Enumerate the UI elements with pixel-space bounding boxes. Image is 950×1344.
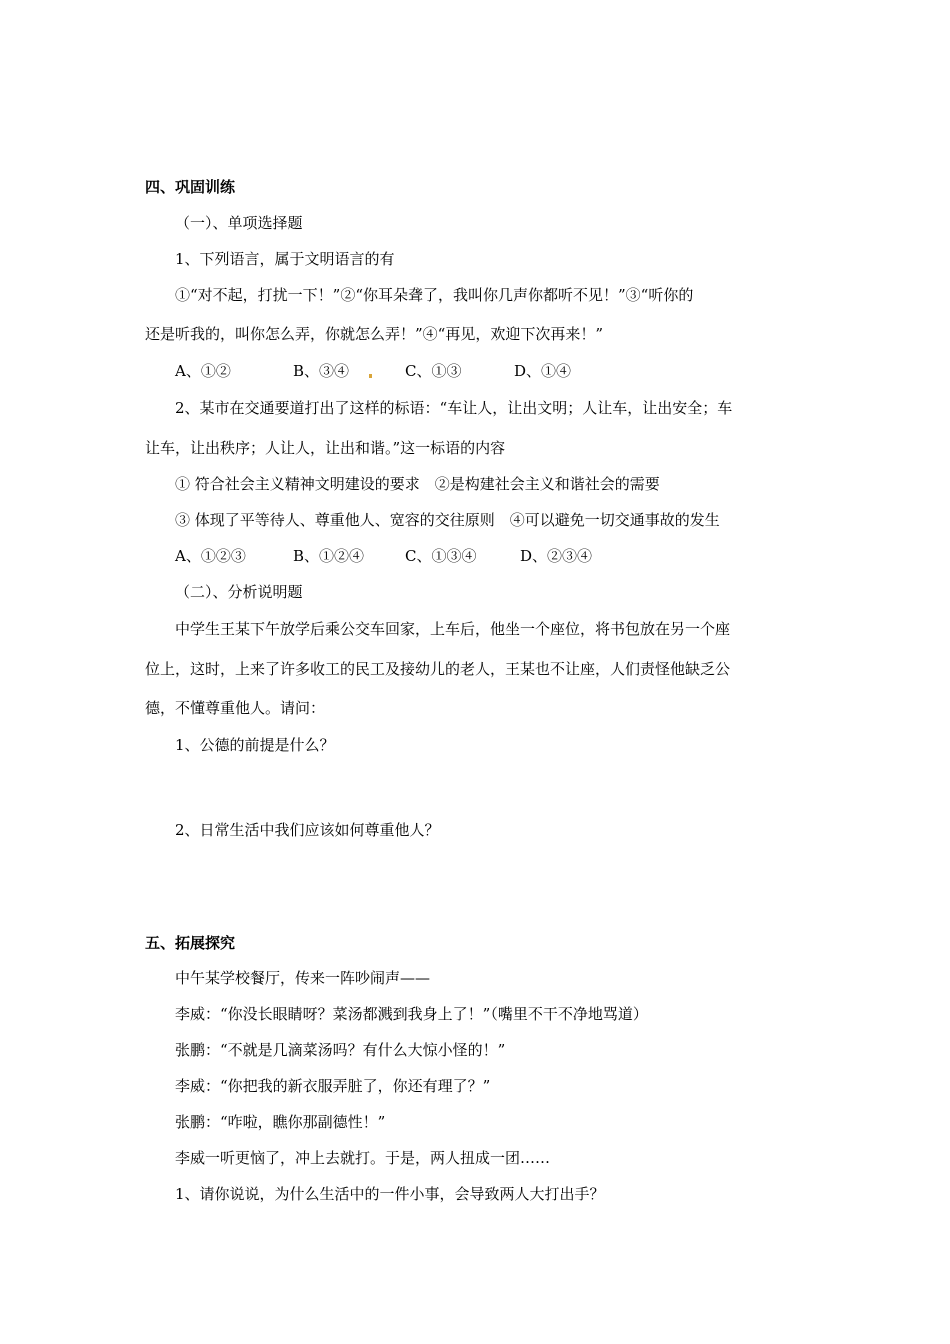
part-2-title: （二）、分析说明题	[175, 583, 303, 601]
passage-line-1: 中学生王某下午放学后乘公交车回家，上车后，他坐一个座位，将书包放在另一个座	[175, 620, 731, 638]
section-5-question: 1、请你说说，为什么生活中的一件小事，会导致两人大打出手？	[175, 1185, 605, 1203]
narration: 李威一听更恼了，冲上去就打。于是，两人扭成一团……	[175, 1149, 551, 1167]
q1-statements-line-1: ①“对不起，打扰一下！”②“你耳朵聋了，我叫你几声你都听不见！”③“听你的	[175, 286, 694, 304]
dialog-line: 张鹏：“不就是几滴菜汤吗？有什么大惊小怪的！”	[175, 1041, 506, 1059]
q2-statement-2: ③ 体现了平等待人、尊重他人、宽容的交往原则 ④可以避免一切交通事故的发生	[175, 511, 720, 529]
dialog-line: 张鹏：“咋啦，瞧你那副德性！”	[175, 1113, 386, 1131]
part-1-title: （一）、单项选择题	[175, 214, 303, 232]
passage-line-3: 德，不懂尊重他人。请问：	[145, 699, 326, 717]
q2-statement-1: ① 符合社会主义精神文明建设的要求 ②是构建社会主义和谐社会的需要	[175, 475, 660, 493]
speck-mark	[369, 374, 372, 378]
sub-question-2: 2、日常生活中我们应该如何尊重他人？	[175, 821, 440, 839]
passage-line-2: 位上，这时，上来了许多收工的民工及接幼儿的老人，王某也不让座，人们责怪他缺乏公	[145, 660, 731, 678]
q1-stem: 1、下列语言，属于文明语言的有	[175, 250, 395, 268]
sub-question-1: 1、公德的前提是什么？	[175, 736, 335, 754]
section-5-heading: 五、拓展探究	[145, 934, 236, 952]
q1-option-b: B、③④	[293, 362, 350, 380]
dialog-line: 李威：“你把我的新衣服弄脏了，你还有理了？”	[175, 1077, 491, 1095]
q2-option-d: D、②③④	[520, 547, 593, 565]
q2-option-c: C、①③④	[405, 547, 477, 565]
q2-option-b: B、①②④	[293, 547, 365, 565]
dialog-line: 李威：“你没长眼睛呀？菜汤都溅到我身上了！”（嘴里不干不净地骂道）	[175, 1005, 648, 1023]
q2-stem-line-1: 2、某市在交通要道打出了这样的标语：“车让人，让出文明；人让车，让出安全；车	[175, 399, 733, 417]
scene-intro: 中午某学校餐厅，传来一阵吵闹声——	[175, 969, 431, 987]
q2-stem-line-2: 让车，让出秩序；人让人，让出和谐。”这一标语的内容	[145, 439, 506, 457]
q1-statements-line-2: 还是听我的，叫你怎么弄，你就怎么弄！”④“再见，欢迎下次再来！”	[145, 325, 604, 343]
section-4-heading: 四、巩固训练	[145, 178, 236, 196]
q2-option-a: A、①②③	[175, 547, 246, 565]
q1-option-d: D、①④	[514, 362, 572, 380]
q1-option-a: A、①②	[175, 362, 231, 380]
q1-option-c: C、①③	[405, 362, 462, 380]
